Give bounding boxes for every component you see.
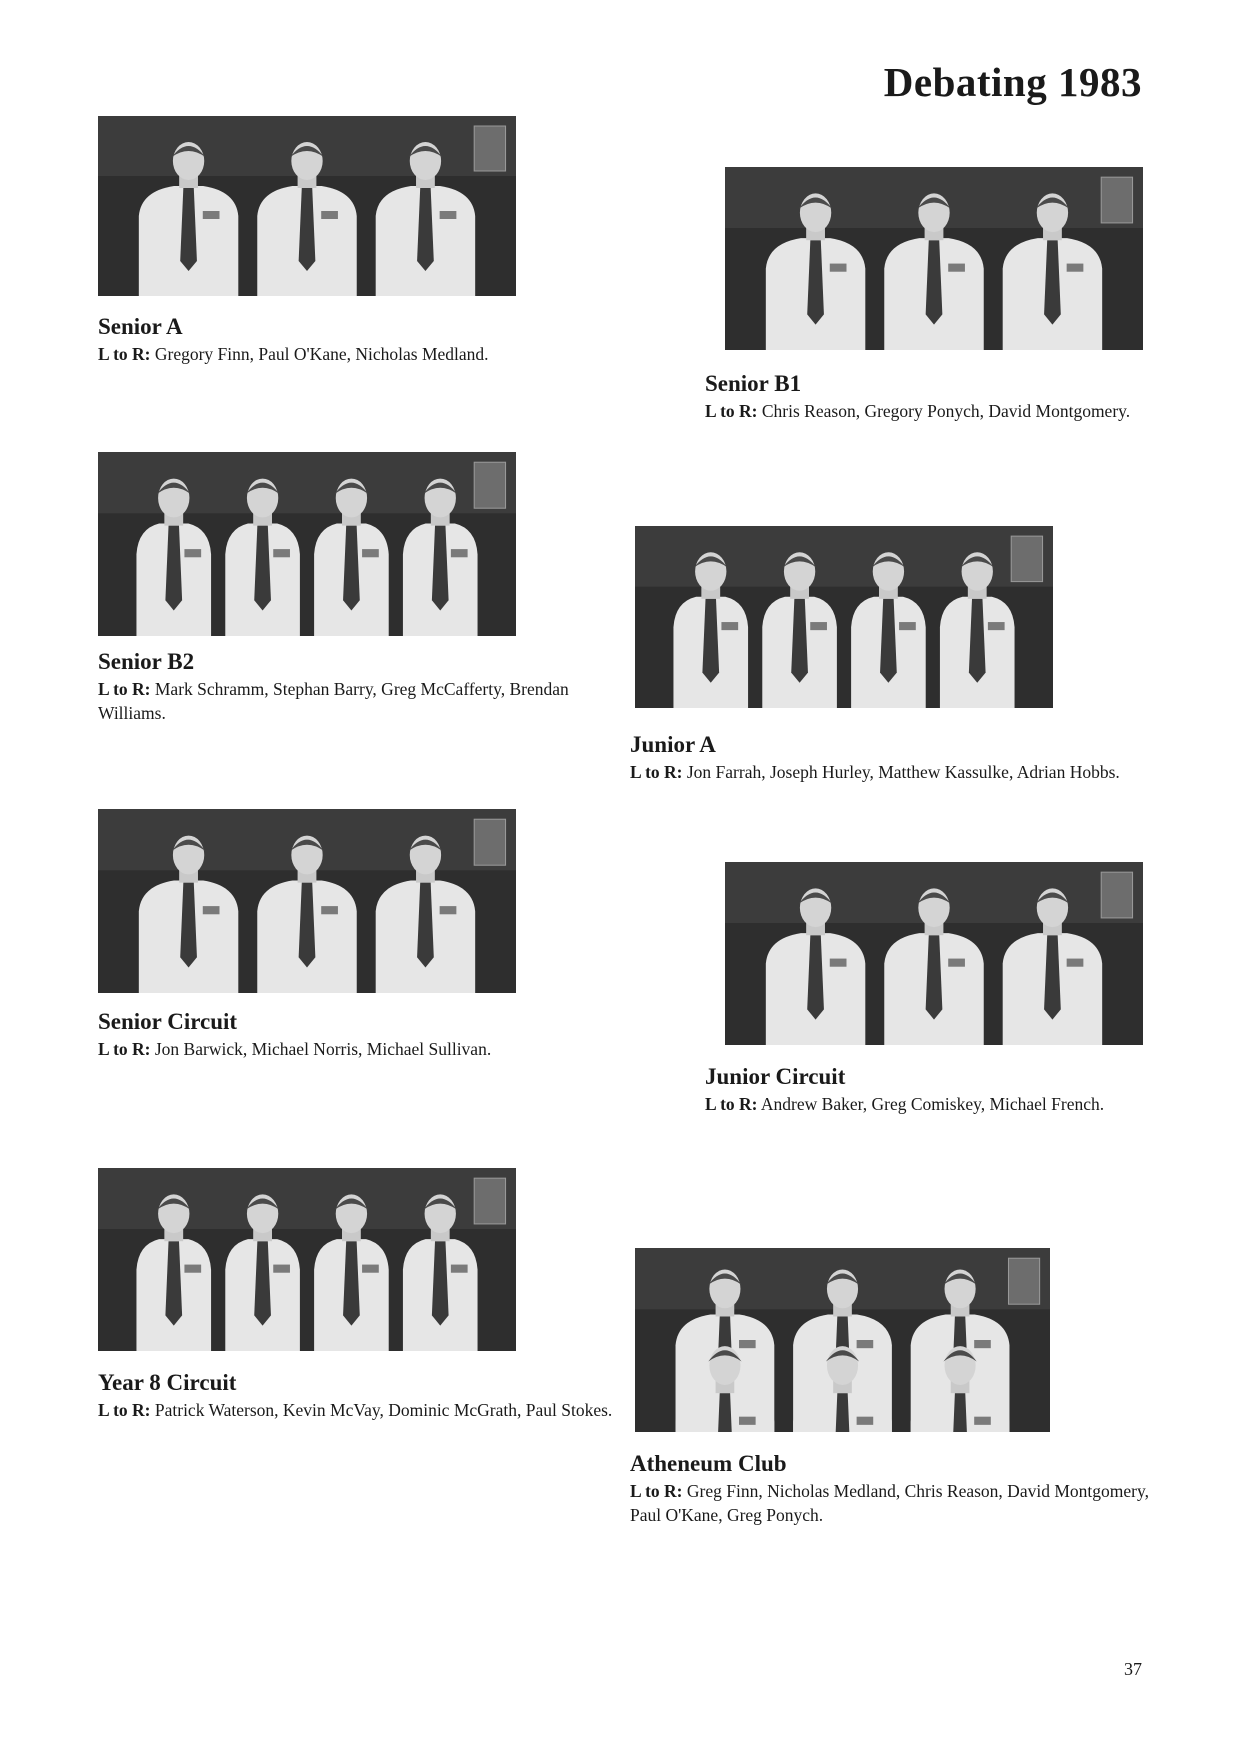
team-name: Senior B2 xyxy=(98,649,195,674)
photo-caption xyxy=(705,370,1145,423)
team-members xyxy=(630,760,1150,784)
team-members xyxy=(98,342,618,366)
team-name: Senior A xyxy=(98,314,183,339)
team-members xyxy=(630,1479,1150,1527)
lr-label: L to R: xyxy=(630,1481,683,1501)
photo-caption xyxy=(98,1369,618,1422)
page-title: Debating 1983 xyxy=(883,59,1142,105)
lr-label: L to R: xyxy=(705,401,758,421)
lr-label: L to R: xyxy=(98,344,151,364)
group-photo xyxy=(725,862,1143,1045)
member-names: Jon Farrah, Joseph Hurley, Matthew Kassulke, Adrian Hobbs. xyxy=(686,762,1120,782)
photo-caption xyxy=(630,1450,1150,1527)
lr-label: L to R: xyxy=(98,1400,151,1420)
photo-image xyxy=(635,526,1053,708)
photo-image xyxy=(98,452,516,636)
team-members xyxy=(98,1398,618,1422)
lr-label: L to R: xyxy=(705,1094,758,1114)
member-names: Andrew Baker, Greg Comiskey, Michael French. xyxy=(760,1094,1105,1114)
team-members xyxy=(705,399,1145,423)
photo-caption xyxy=(98,313,618,366)
group-photo xyxy=(98,809,516,993)
member-names: Jon Barwick, Michael Norris, Michael Sullivan. xyxy=(154,1039,492,1059)
member-names: Mark Schramm, Stephan Barry, Greg McCafferty, Brendan Williams. xyxy=(98,679,569,723)
team-members xyxy=(98,1037,638,1061)
team-name: Senior B1 xyxy=(705,371,802,396)
member-names: Chris Reason, Gregory Ponych, David Montgomery. xyxy=(761,401,1131,421)
group-photo xyxy=(98,1168,516,1351)
lr-label: L to R: xyxy=(98,1039,151,1059)
team-name: Atheneum Club xyxy=(630,1451,787,1476)
member-names: Patrick Waterson, Kevin McVay, Dominic McGrath, Paul Stokes. xyxy=(154,1400,613,1420)
photo-image xyxy=(725,862,1143,1045)
photo-caption xyxy=(98,648,618,725)
group-photo xyxy=(635,1248,1050,1432)
team-name: Junior Circuit xyxy=(705,1064,846,1089)
photo-caption xyxy=(705,1063,1145,1116)
photo-image xyxy=(98,116,516,296)
team-members xyxy=(705,1092,1145,1116)
team-name: Year 8 Circuit xyxy=(98,1370,237,1395)
photo-image xyxy=(725,167,1143,350)
photo-image xyxy=(635,1248,1050,1432)
team-name: Senior Circuit xyxy=(98,1009,238,1034)
group-photo xyxy=(98,452,516,636)
group-photo xyxy=(635,526,1053,708)
photo-image xyxy=(98,1168,516,1351)
member-names: Greg Finn, Nicholas Medland, Chris Reason, David Montgomery, Paul O'Kane, Greg Ponych. xyxy=(630,1481,1149,1525)
photo-caption xyxy=(98,1008,638,1061)
lr-label: L to R: xyxy=(98,679,151,699)
photo-caption xyxy=(630,731,1150,784)
team-members xyxy=(98,677,618,725)
team-name: Junior A xyxy=(630,732,716,757)
group-photo xyxy=(725,167,1143,350)
lr-label: L to R: xyxy=(630,762,683,782)
member-names: Gregory Finn, Paul O'Kane, Nicholas Medland. xyxy=(154,344,489,364)
group-photo xyxy=(98,116,516,296)
page-number: 37 xyxy=(1124,1659,1142,1679)
photo-image xyxy=(98,809,516,993)
